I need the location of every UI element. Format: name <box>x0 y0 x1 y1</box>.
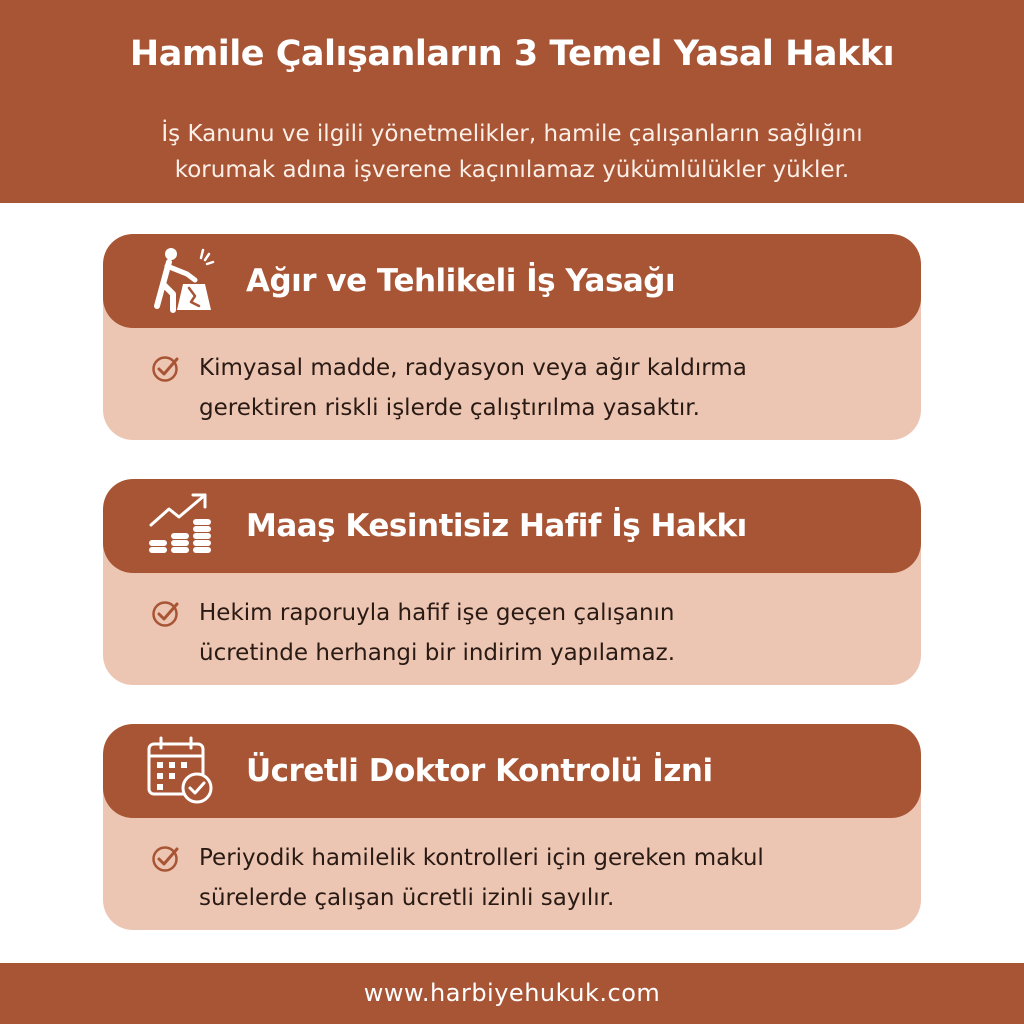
subtitle-line-1: İş Kanunu ve ilgili yönetmelikler, hamile çalışanların sağlığını <box>161 121 863 147</box>
calendar-check-icon <box>143 734 219 810</box>
card-text-line-1: Periyodik hamilelik kontrolleri için gereken makul <box>199 845 764 871</box>
card-header <box>103 724 921 818</box>
worker-lifting-hazard-icon <box>143 244 219 320</box>
page-subtitle <box>80 116 944 188</box>
right-card-doctor-leave <box>103 724 921 930</box>
card-text-line-2: gerektiren riskli işlerde çalıştırılma yasaktır. <box>199 395 700 421</box>
page-title: Hamile Çalışanların 3 Temel Yasal Hakkı <box>129 34 895 74</box>
subtitle-line-2: korumak adına işverene kaçınılamaz yükümlülükler yükler. <box>174 157 850 183</box>
check-icon <box>151 354 181 384</box>
card-text <box>199 593 899 673</box>
card-title: Maaş Kesintisiz Hafif İş Hakkı <box>246 508 747 544</box>
check-icon <box>151 844 181 874</box>
card-header <box>103 234 921 328</box>
card-title: Ücretli Doktor Kontrolü İzni <box>246 753 713 789</box>
card-text-line-2: sürelerde çalışan ücretli izinli sayılır. <box>199 885 615 911</box>
header-banner <box>0 0 1024 203</box>
card-text <box>199 838 899 918</box>
card-text-line-2: ücretinde herhangi bir indirim yapılamaz. <box>199 640 676 666</box>
right-card-light-work <box>103 479 921 685</box>
card-text-line-1: Hekim raporuyla hafif işe geçen çalışanın <box>199 600 675 626</box>
card-text-line-1: Kimyasal madde, radyasyon veya ağır kaldırma <box>199 355 747 381</box>
website-link[interactable]: www.harbiyehukuk.com <box>363 979 661 1007</box>
card-header <box>103 479 921 573</box>
check-icon <box>151 599 181 629</box>
card-title: Ağır ve Tehlikeli İş Yasağı <box>246 263 676 299</box>
right-card-heavy-work <box>103 234 921 440</box>
coins-growth-chart-icon <box>143 489 219 565</box>
card-text <box>199 348 899 428</box>
footer-banner <box>0 963 1024 1024</box>
